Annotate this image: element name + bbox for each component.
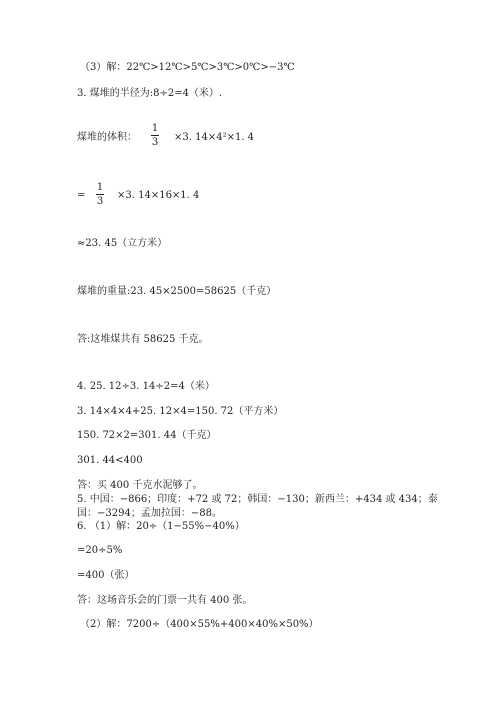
fraction-bar [96,194,104,195]
line-answer-3-ordering: （3）解：22℃>12℃>5℃>3℃>0℃>−3℃ [80,62,295,73]
line-answer-cement: 答：买 400 千克水泥够了。 [77,480,203,491]
line-comparison: 301. 44<400 [77,455,143,466]
fraction-one-third-2 [94,182,106,207]
line-problem-5: 5. 中国：−866；印度：+72 或 72；韩国：−130；新西兰：+434 或 434；泰 [77,494,438,505]
line-problem-6-2: （2）解：7200÷（400×55%+400×40%×50%） [80,619,319,630]
line-answer-coal: 答:这堆煤共有 58625 千克。 [77,334,209,345]
line-problem-5-cont: 国：−3294；孟加拉国：−88。 [77,508,222,519]
line-equals-sign: = [77,190,86,201]
fraction-denominator: 3 [151,137,159,148]
fraction-numerator: 1 [151,123,159,134]
line-answer-tickets: 答：这场音乐会的门票一共有 400 张。 [77,595,253,606]
fraction-numerator: 1 [96,182,104,193]
fraction-bar [151,135,159,136]
line-step-result: =400（张） [77,570,135,581]
line-volume-step: ×3. 14×16×1. 4 [117,190,200,201]
line-step-divide: =20÷5% [77,545,123,556]
fraction-one-third [149,123,161,148]
line-problem-6-1: 6. （1）解：20÷（1−55%−40%） [77,521,245,532]
line-volume-label: 煤堆的体积： [77,132,137,143]
line-volume-formula: ×3. 14×4²×1. 4 [174,132,255,143]
line-radius: 3. 煤堆的半径为:8÷2=4（米）. [77,88,223,99]
line-area: 3. 14×4×4+25. 12×4=150. 72（平方米） [77,406,284,417]
line-volume-result: ≈23. 45（立方米） [77,238,168,249]
fraction-denominator: 3 [96,196,104,207]
line-weight: 煤堆的重量:23. 45×2500=58625（千克） [77,286,277,297]
line-cement-weight: 150. 72×2=301. 44（千克） [77,430,217,441]
line-problem-4-radius: 4. 25. 12÷3. 14÷2=4（米） [77,381,215,392]
